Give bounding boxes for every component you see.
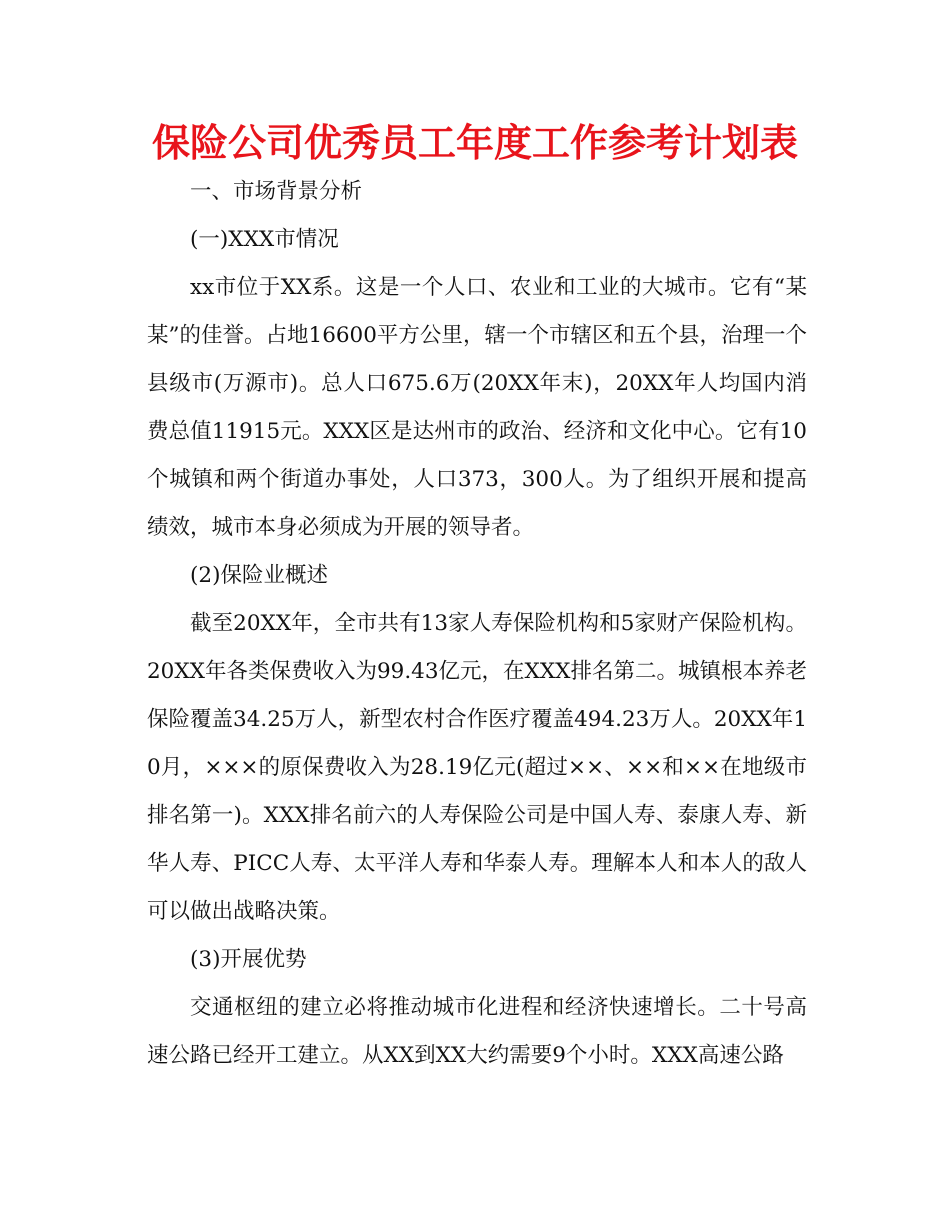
body-paragraph: xx市位于XX系。这是一个人口、农业和工业的大城市。它有“某某”的佳誉。占地16600平方公里，辖一个市辖区和五个县，治理一个县级市(万源市)。总人口675.6万(20XX年末)，20XX年人均国内消费总值11915元。XXX区是达州市的政治、经济和文化中心。它有10个城镇和两个街道办事处，人口373，300人。为了组织开展和提高绩效，城市本身必须成为开展的领导者。 [147,275,807,540]
section-heading: 一、市场背景分析 [190,179,363,204]
subsection-heading: (3)开展优势 [190,947,307,972]
subsection-heading: (一)XXX市情况 [190,227,339,252]
body-paragraph: 交通枢纽的建立必将推动城市化进程和经济快速增长。二十号高速公路已经开工建立。从XX到XX大约需要9个小时。XXX高速公路 [147,995,807,1068]
document-title: 保险公司优秀员工年度工作参考计划表 [151,121,798,165]
body-paragraph: 截至20XX年，全市共有13家人寿保险机构和5家财产保险机构。20XX年各类保费收入为99.43亿元，在XXX排名第二。城镇根本养老保险覆盖34.25万人，新型农村合作医疗覆盖494.23万人。20XX年10月，×××的原保费收入为28.19亿元(超过××、××和××在地级市排名第一)。XXX排名前六的人寿保险公司是中国人寿、泰康人寿、新华人寿、PICC人寿、太平洋人寿和华泰人寿。理解本人和本人的敌人可以做出战略决策。 [147,611,807,924]
subsection-heading: (2)保险业概述 [190,563,328,588]
document-body [147,168,807,1080]
